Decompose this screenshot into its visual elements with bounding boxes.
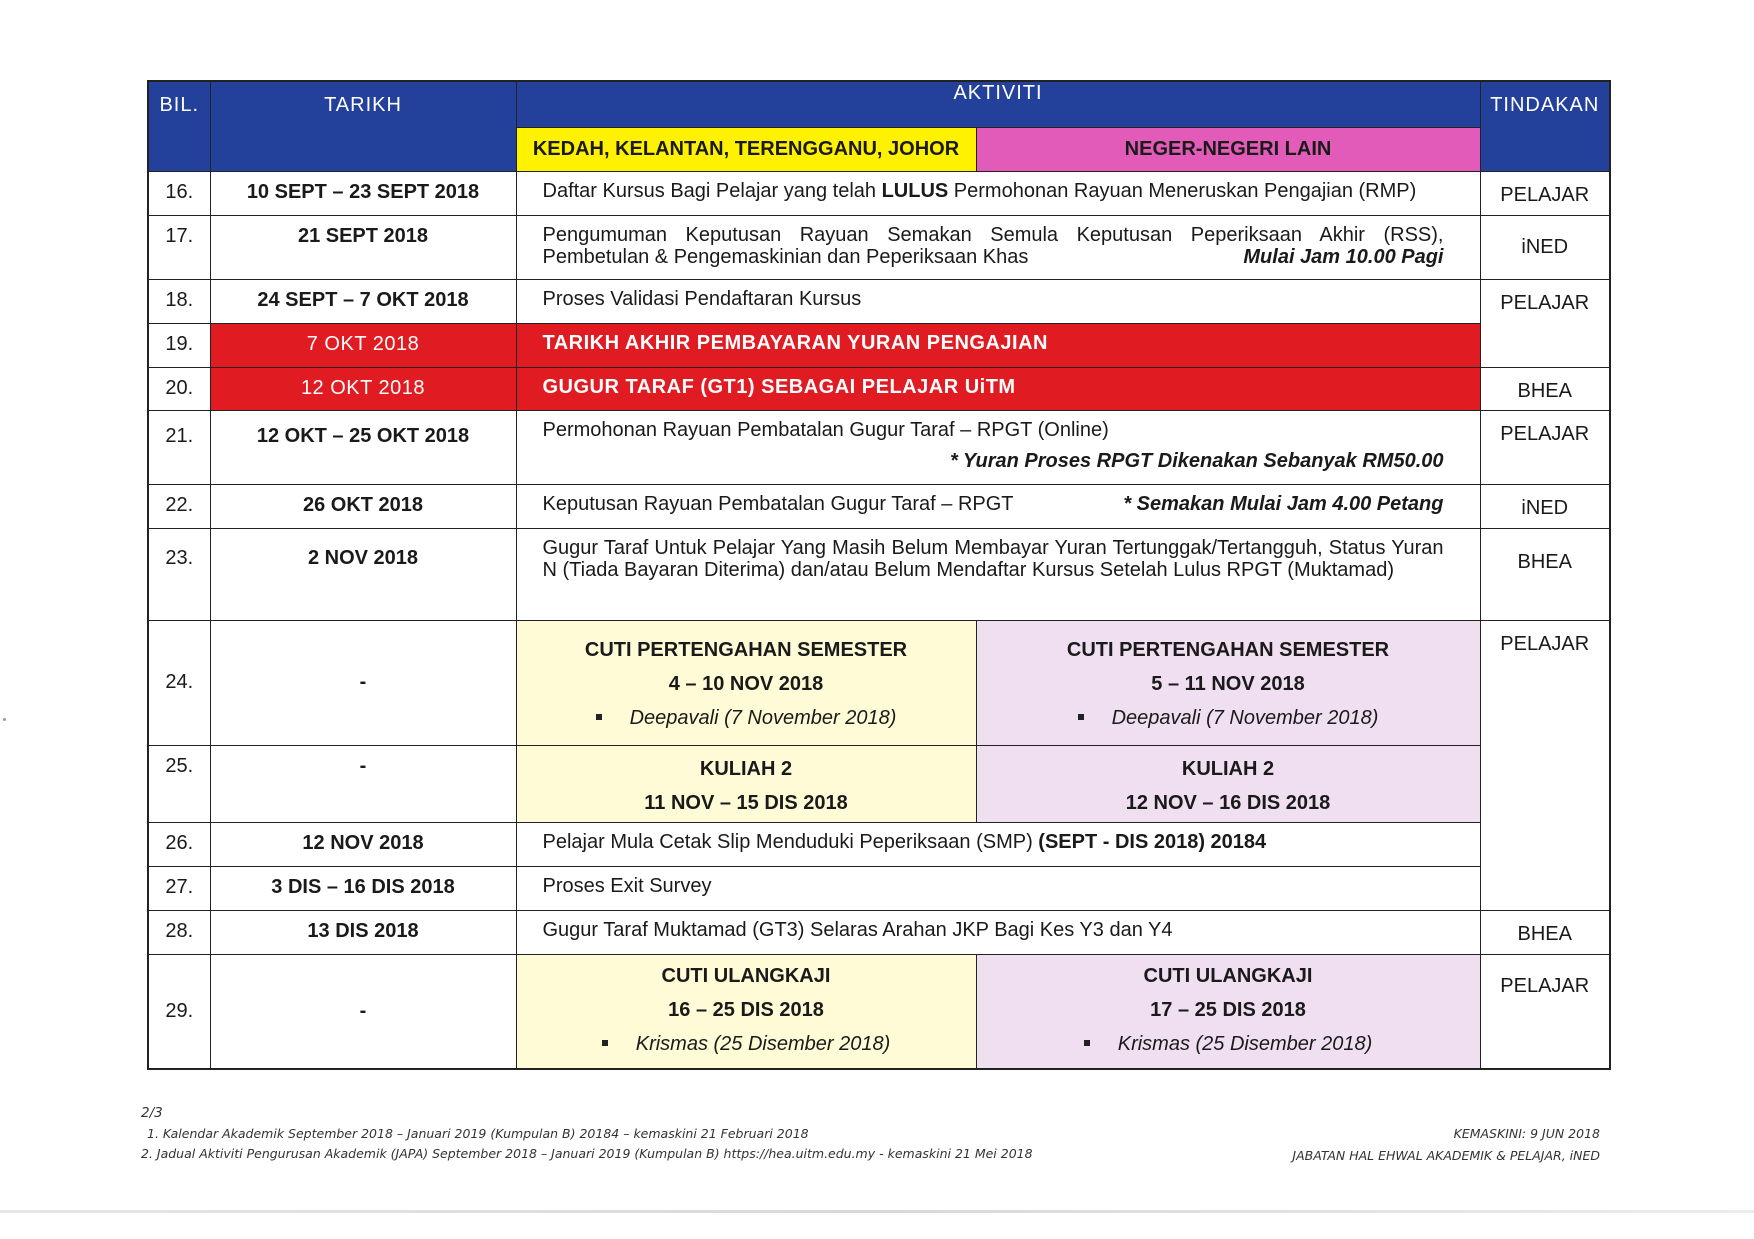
- row-number: 29.: [148, 954, 210, 1069]
- row-activity: Gugur Taraf Muktamad (GT3) Selaras Arahan JKP Bagi Kes Y3 dan Y4: [516, 911, 1480, 955]
- activity-note: Mulai Jam 10.00 Pagi: [1243, 246, 1444, 269]
- table-row: [148, 279, 1610, 323]
- row-activity: Proses Validasi Pendaftaran Kursus: [516, 279, 1480, 323]
- row-date: 21 SEPT 2018: [210, 216, 516, 279]
- period-date: 11 NOV – 15 DIS 2018: [644, 791, 848, 814]
- activity-text: Pelajar Mula Cetak Slip Menduduki Peperiksaan (SMP): [542, 831, 1039, 854]
- row-date: 12 OKT 2018: [210, 367, 516, 411]
- row-activity-group-b: [976, 745, 1480, 823]
- row-date: 12 NOV 2018: [210, 823, 516, 867]
- header-group-a: KEDAH, KELANTAN, TERENGGANU, JOHOR: [516, 128, 976, 172]
- row-number: 16.: [148, 172, 210, 216]
- holiday-note: [977, 701, 1480, 735]
- row-activity: [516, 528, 1480, 620]
- bullet-icon: [1078, 714, 1084, 720]
- row-number: 17.: [148, 216, 210, 279]
- row-date: 7 OKT 2018: [210, 323, 516, 367]
- row-activity: [516, 485, 1480, 529]
- holiday-note: [517, 701, 976, 735]
- row-date: -: [210, 954, 516, 1069]
- row-number: 20.: [148, 367, 210, 411]
- updated-date: KEMASKINI: 9 JUN 2018: [1453, 1126, 1600, 1141]
- scan-speck: [3, 718, 6, 721]
- row-action: BHEA: [1480, 911, 1610, 955]
- period-date: 5 – 11 NOV 2018: [1151, 672, 1305, 695]
- row-action: PELAJAR: [1480, 279, 1610, 367]
- bullet-icon: [1084, 1040, 1090, 1046]
- row-action: BHEA: [1480, 528, 1610, 620]
- period-date: 12 NOV – 16 DIS 2018: [1125, 791, 1331, 814]
- header-tindakan: TINDAKAN: [1480, 81, 1610, 172]
- row-number: 26.: [148, 823, 210, 867]
- academic-schedule-table: [147, 80, 1611, 1070]
- row-number: 21.: [148, 411, 210, 485]
- table-row: [148, 745, 1610, 823]
- period-date: 17 – 25 DIS 2018: [1150, 998, 1306, 1021]
- header-bil: BIL.: [148, 81, 210, 172]
- table-row: [148, 367, 1610, 411]
- period-title: CUTI PERTENGAHAN SEMESTER: [1066, 638, 1390, 661]
- period-title: KULIAH 2: [1181, 757, 1275, 780]
- holiday-text: Deepavali (7 November 2018): [629, 706, 897, 729]
- row-date: 26 OKT 2018: [210, 485, 516, 529]
- row-activity: Proses Exit Survey: [516, 867, 1480, 911]
- activity-text: Pengumuman Keputusan Rayuan Semakan Semula Keputusan Peperiksaan Akhir (RSS), Pembetulan & Pengemaskinian dan Peperiksaan Khas: [542, 224, 1444, 269]
- table-row: [148, 620, 1610, 745]
- period-title: CUTI ULANGKAJI: [661, 964, 831, 987]
- table-row: [148, 323, 1610, 367]
- footnote-2: 2. Jadual Aktiviti Pengurusan Akademik (JAPA) September 2018 – Januari 2019 (Kumpulan B) https://hea.uitm.edu.my - kemaskini 21 Mei 2018: [141, 1146, 1033, 1161]
- row-action: PELAJAR: [1480, 620, 1610, 910]
- row-date: -: [210, 620, 516, 745]
- row-activity: GUGUR TARAF (GT1) SEBAGAI PELAJAR UiTM: [516, 367, 1480, 411]
- table-row: [148, 216, 1610, 279]
- header-group-b: NEGER-NEGERI LAIN: [976, 128, 1480, 172]
- row-date: 10 SEPT – 23 SEPT 2018: [210, 172, 516, 216]
- row-date: 24 SEPT – 7 OKT 2018: [210, 279, 516, 323]
- holiday-text: Krismas (25 Disember 2018): [1117, 1032, 1373, 1055]
- row-activity: [516, 823, 1480, 867]
- row-date: 12 OKT – 25 OKT 2018: [210, 411, 516, 485]
- row-number: 23.: [148, 528, 210, 620]
- row-action: iNED: [1480, 216, 1610, 279]
- holiday-text: Deepavali (7 November 2018): [1111, 706, 1379, 729]
- row-activity-group-a: [516, 954, 976, 1069]
- row-action: BHEA: [1480, 367, 1610, 411]
- period-date: 4 – 10 NOV 2018: [668, 672, 824, 695]
- table-row: [148, 528, 1610, 620]
- table-row: [148, 172, 1610, 216]
- activity-note: * Semakan Mulai Jam 4.00 Petang: [1123, 493, 1444, 515]
- activity-bold: LULUS: [881, 180, 949, 203]
- table-row: [148, 911, 1610, 955]
- activity-text: Daftar Kursus Bagi Pelajar yang telah: [542, 180, 882, 203]
- row-number: 19.: [148, 323, 210, 367]
- holiday-note: [517, 1027, 976, 1061]
- activity-text-end: Permohonan Rayuan Meneruskan Pengajian (RMP): [948, 180, 1417, 203]
- row-action: PELAJAR: [1480, 411, 1610, 485]
- activity-text: Permohonan Rayuan Pembatalan Gugur Taraf – RPGT (Online): [542, 419, 1109, 442]
- row-activity: [516, 411, 1480, 485]
- row-number: 22.: [148, 485, 210, 529]
- row-action: PELAJAR: [1480, 172, 1610, 216]
- department-name: JABATAN HAL EHWAL AKADEMIK & PELAJAR, iNED: [1292, 1148, 1600, 1163]
- row-activity: [516, 172, 1480, 216]
- row-date: 13 DIS 2018: [210, 911, 516, 955]
- activity-bold: (SEPT - DIS 2018) 20184: [1038, 831, 1267, 854]
- activity-text: Gugur Taraf Untuk Pelajar Yang Masih Belum Membayar Yuran Tertunggak/Tertangguh, Status Yuran N (Tiada Bayaran Diterima) dan/atau Belum Mendaftar Kursus Setelah Lulus RPGT (Muktamad): [542, 536, 1444, 581]
- period-title: KULIAH 2: [699, 757, 793, 780]
- footnote-1: 1. Kalendar Akademik September 2018 – Januari 2019 (Kumpulan B) 20184 – kemaskini 21 Februari 2018: [147, 1126, 809, 1141]
- row-number: 25.: [148, 745, 210, 823]
- header-tarikh: TARIKH: [210, 81, 516, 172]
- row-activity: TARIKH AKHIR PEMBAYARAN YURAN PENGAJIAN: [516, 323, 1480, 367]
- holiday-note: [977, 1027, 1480, 1061]
- row-activity-group-a: [516, 620, 976, 745]
- row-date: 2 NOV 2018: [210, 528, 516, 620]
- row-number: 28.: [148, 911, 210, 955]
- row-activity-group-b: [976, 620, 1480, 745]
- table-row: [148, 867, 1610, 911]
- row-activity: [516, 216, 1480, 279]
- table-row: [148, 954, 1610, 1069]
- row-action: iNED: [1480, 485, 1610, 529]
- activity-note-wrap: [543, 450, 1444, 473]
- row-date: -: [210, 745, 516, 823]
- bullet-icon: [602, 1040, 608, 1046]
- page-number: 2/3: [141, 1105, 163, 1121]
- holiday-text: Krismas (25 Disember 2018): [635, 1032, 891, 1055]
- period-title: CUTI PERTENGAHAN SEMESTER: [584, 638, 908, 661]
- row-action: PELAJAR: [1480, 954, 1610, 1069]
- row-activity-group-a: [516, 745, 976, 823]
- activity-note: * Yuran Proses RPGT Dikenakan Sebanyak RM50.00: [949, 450, 1444, 473]
- row-activity-group-b: [976, 954, 1480, 1069]
- row-number: 27.: [148, 867, 210, 911]
- row-date: 3 DIS – 16 DIS 2018: [210, 867, 516, 911]
- table-row: [148, 411, 1610, 485]
- table-row: [148, 823, 1610, 867]
- period-title: CUTI ULANGKAJI: [1143, 964, 1313, 987]
- table-row: [148, 485, 1610, 529]
- row-number: 24.: [148, 620, 210, 745]
- bullet-icon: [596, 714, 602, 720]
- scan-edge: [0, 1210, 1754, 1213]
- period-date: 16 – 25 DIS 2018: [668, 998, 824, 1021]
- activity-text: Keputusan Rayuan Pembatalan Gugur Taraf – RPGT: [542, 493, 1014, 515]
- header-aktiviti: AKTIVITI: [516, 81, 1480, 128]
- row-number: 18.: [148, 279, 210, 323]
